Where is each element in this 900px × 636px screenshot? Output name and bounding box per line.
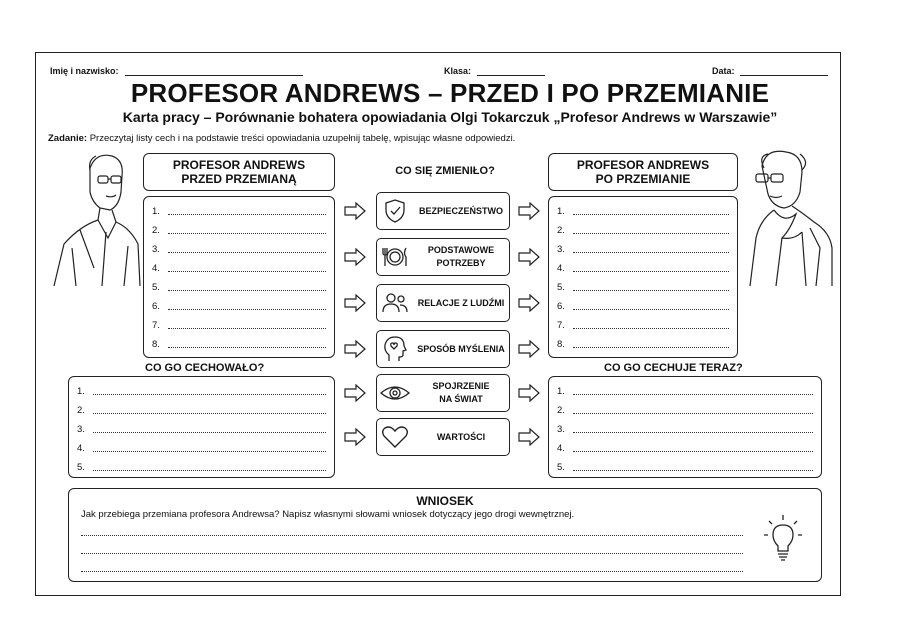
center-heading: CO SIĘ ZMIENIŁO?: [395, 165, 495, 177]
professor-after-portrait: [744, 148, 836, 288]
after-row-5[interactable]: 5.: [557, 279, 729, 293]
category-label-1: BEZPIECZEŃSTWO: [418, 205, 503, 216]
page-title: PROFESOR ANDREWS – PRZED I PO PRZEMIANIE: [130, 78, 770, 108]
before-heading-line2: PRZED PRZEMIANĄ: [181, 172, 297, 186]
conclusion-heading: WNIOSEK: [416, 494, 474, 508]
before-row-1[interactable]: 1.: [152, 203, 326, 217]
after-traits-box: [548, 376, 822, 478]
name-label: Imię i nazwisko:: [50, 66, 119, 76]
before-row-3[interactable]: 3.: [152, 241, 326, 255]
category-label-4: SPOSÓB MYŚLENIA: [417, 343, 505, 354]
task-instruction: [48, 133, 515, 144]
date-line[interactable]: [740, 75, 828, 76]
date-field[interactable]: [712, 66, 828, 76]
after-row-8[interactable]: 8.: [557, 336, 729, 350]
conclusion-line-1[interactable]: [81, 535, 743, 536]
before-trait-row-2[interactable]: 2.: [77, 402, 326, 416]
after-row-1[interactable]: 1.: [557, 203, 729, 217]
professor-before-portrait: [50, 148, 142, 288]
name-line[interactable]: [125, 75, 303, 76]
lightbulb-icon: [763, 513, 803, 565]
category-label-2: PODSTAWOWE POTRZEBY: [427, 245, 495, 268]
after-heading: [548, 153, 738, 191]
plate-cutlery-icon: [377, 245, 413, 269]
arrow-right-icon: [518, 248, 540, 266]
arrow-right-icon: [344, 248, 366, 266]
after-row-3[interactable]: 3.: [557, 241, 729, 255]
before-row-5[interactable]: 5.: [152, 279, 326, 293]
after-heading-line2: PO PRZEMIANIE: [595, 172, 691, 186]
before-row-4[interactable]: 4.: [152, 260, 326, 274]
class-label: Klasa:: [444, 66, 472, 76]
after-heading-line1: PROFESOR ANDREWS: [576, 158, 710, 172]
before-row-2[interactable]: 2.: [152, 222, 326, 236]
arrow-right-icon: [518, 384, 540, 402]
category-security: [376, 192, 510, 230]
before-trait-row-3[interactable]: 3.: [77, 421, 326, 435]
class-line[interactable]: [477, 75, 545, 76]
before-row-7[interactable]: 7.: [152, 317, 326, 331]
after-traits-heading: CO GO CECHUJE TERAZ?: [604, 362, 743, 374]
after-trait-row-3[interactable]: 3.: [557, 421, 813, 435]
arrow-right-icon: [518, 202, 540, 220]
before-heading: [143, 153, 335, 191]
conclusion-box: [68, 488, 822, 582]
before-heading-line1: PROFESOR ANDREWS: [172, 158, 306, 172]
before-list-box: [143, 196, 335, 358]
eye-icon: [377, 383, 413, 403]
category-label-5: SPOJRZENIE NA ŚWIAT: [432, 381, 490, 404]
before-traits-box: [68, 376, 335, 478]
people-icon: [377, 291, 413, 315]
arrow-right-icon: [344, 294, 366, 312]
before-trait-row-4[interactable]: 4.: [77, 440, 326, 454]
before-traits-heading: CO GO CECHOWAŁO?: [145, 362, 265, 374]
conclusion-line-2[interactable]: [81, 553, 743, 554]
after-trait-row-4[interactable]: 4.: [557, 440, 813, 454]
before-row-6[interactable]: 6.: [152, 298, 326, 312]
category-worldview: [376, 374, 510, 412]
after-row-6[interactable]: 6.: [557, 298, 729, 312]
heart-icon: [377, 425, 413, 449]
conclusion-line-3[interactable]: [81, 571, 743, 572]
after-trait-row-5[interactable]: 5.: [557, 459, 813, 473]
category-basic-needs: [376, 238, 510, 276]
category-relations: [376, 284, 510, 322]
arrow-right-icon: [344, 428, 366, 446]
class-field[interactable]: [444, 66, 545, 76]
arrow-right-icon: [518, 340, 540, 358]
after-row-4[interactable]: 4.: [557, 260, 729, 274]
category-values: [376, 418, 510, 456]
name-field[interactable]: [50, 66, 303, 76]
after-trait-row-2[interactable]: 2.: [557, 402, 813, 416]
conclusion-prompt: Jak przebiega przemiana profesora Andrewsa? Napisz własnymi słowami wniosek dotyczący jego drogi wewnętrznej.: [81, 509, 575, 520]
after-row-7[interactable]: 7.: [557, 317, 729, 331]
before-trait-row-1[interactable]: 1.: [77, 383, 326, 397]
head-heart-icon: [377, 335, 413, 363]
before-trait-row-5[interactable]: 5.: [77, 459, 326, 473]
date-label: Data:: [712, 66, 735, 76]
category-thinking: [376, 330, 510, 368]
task-label: Zadanie:: [48, 133, 88, 144]
shield-check-icon: [377, 198, 413, 224]
arrow-right-icon: [518, 294, 540, 312]
arrow-right-icon: [518, 428, 540, 446]
arrow-right-icon: [344, 384, 366, 402]
page-subtitle: Karta pracy – Porównanie bohatera opowiadania Olgi Tokarczuk „Profesor Andrews w Warszawie”: [122, 109, 778, 125]
category-label-3: RELACJE Z LUDŹMI: [417, 297, 505, 308]
after-trait-row-1[interactable]: 1.: [557, 383, 813, 397]
arrow-right-icon: [344, 340, 366, 358]
after-row-2[interactable]: 2.: [557, 222, 729, 236]
after-list-box: [548, 196, 738, 358]
task-text: Przeczytaj listy cech i na podstawie treści opowiadania uzupełnij tabelę, wpisując własne odpowiedzi.: [89, 133, 516, 144]
arrow-right-icon: [344, 202, 366, 220]
before-row-8[interactable]: 8.: [152, 336, 326, 350]
category-label-6: WARTOŚCI: [436, 431, 486, 442]
